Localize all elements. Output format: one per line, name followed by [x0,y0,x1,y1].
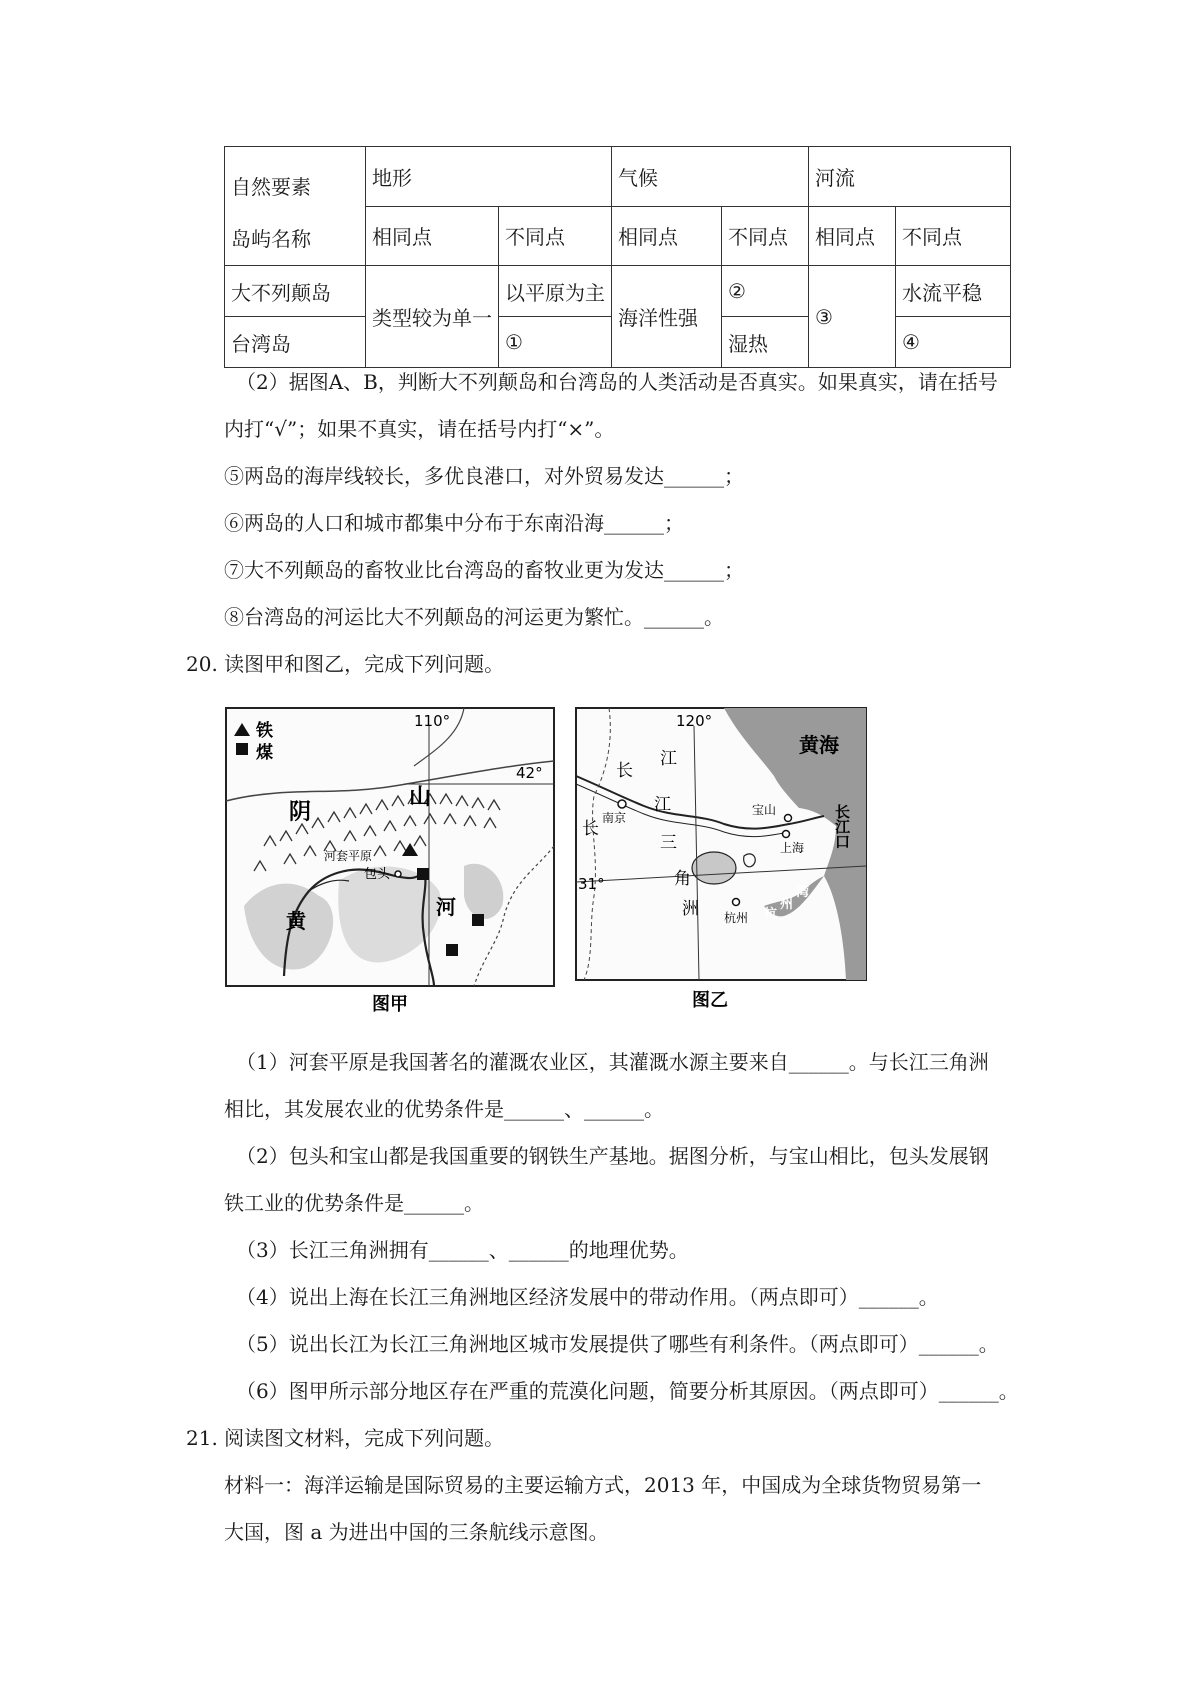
terrain-diff-cell: 以平原为主 [499,266,612,317]
island-comparison-table [224,146,1011,368]
jiang2-label: 江 [654,795,671,815]
terrain-diff-cell: ① [499,317,612,368]
baotou-label: 包头 [364,867,391,882]
coal-symbol [472,914,484,926]
nanjing-label: 南京 [602,811,627,825]
climate-diff-cell: ② [722,266,809,317]
q20-sub1-line1: （1）河套平原是我国著名的灌溉农业区，其灌溉水源主要来自______。与长江三角洲 [236,1050,989,1074]
river-diff-cell: ④ [896,317,1011,368]
q20-number: 20. [186,652,218,676]
hangzhouwan-char-2: 州 [780,897,794,912]
row-island-name: 台湾岛 [225,317,366,368]
baoshan-label: 宝山 [752,803,777,817]
map-jia [226,708,554,1015]
q20-stem-text: 读图甲和图乙，完成下列问题。 [224,652,505,676]
map-b-lon-label: 120° [676,712,713,730]
river-same-cell: ③ [809,266,896,368]
river-same-header: 相同点 [809,206,896,266]
hangzhou-label: 杭州 [724,911,749,925]
terrain-same-header: 相同点 [366,206,499,266]
baotou-city-dot [395,871,401,877]
q21-number: 21. [186,1426,218,1450]
col-terrain-header: 地形 [366,147,612,207]
q20-sub2-line2: 铁工业的优势条件是______。 [224,1191,484,1215]
terrain-diff-header: 不同点 [499,206,612,266]
corner-bottom-label: 岛屿名称 [231,227,311,251]
q20-sub5: （5）说出长江为长江三角洲地区城市发展提供了哪些有利条件。（两点即可）______。 [236,1332,999,1356]
q20-stem [186,652,504,676]
legend-coal-symbol [236,743,248,755]
col-river-header: 河流 [809,147,1011,207]
river-diff-cell: 水流平稳 [896,266,1011,317]
q20-sub4: （4）说出上海在长江三角洲地区经济发展中的带动作用。（两点即可）______。 [236,1285,939,1309]
q20-maps [224,706,874,1020]
q20-sub2-line1: （2）包头和宝山都是我国重要的钢铁生产基地。据图分析，与宝山相比，包头发展钢 [236,1144,989,1168]
hangzhou-dot [733,899,740,906]
changjiangkou-text: 长江口 [833,804,851,849]
coal-symbol [446,944,458,956]
zhou-label: 洲 [682,899,699,919]
row-island-name: 大不列颠岛 [225,266,366,317]
q19-2-item-8: ⑧台湾岛的河运比大不列颠岛的河运更为繁忙。______。 [224,605,724,629]
river-diff-header: 不同点 [896,206,1011,266]
taihu-lake [692,852,736,884]
legend-coal-label: 煤 [256,743,273,763]
map-b-lat-label: 31° [578,875,605,893]
hangzhouwan-char-3: 湾 [796,885,810,900]
chang1-label: 长 [616,761,633,781]
q21-material1-line2: 大国，图 a 为进出中国的三条航线示意图。 [224,1520,609,1544]
jiao-label: 角 [674,869,691,889]
climate-same-header: 相同点 [612,206,722,266]
table-row [225,266,1011,317]
chang2-label: 长 [582,819,599,839]
shanghai-dot [783,831,790,838]
baoshan-dot [785,815,792,822]
map-yi-caption: 图乙 [692,990,728,1011]
q20-sub3: （3）长江三角洲拥有______、______的地理优势。 [236,1238,689,1262]
huanghai-label: 黄海 [799,733,839,757]
q21-stem [186,1426,504,1450]
san-label: 三 [660,833,677,853]
yin-label: 阴 [289,800,312,825]
jiang1-label: 江 [660,749,677,769]
map-a-lat-label: 42° [516,764,543,782]
nanjing-dot [618,800,626,808]
table-header-row [225,147,1011,207]
q20-sub1-line2: 相比，其发展农业的优势条件是______、______。 [224,1097,664,1121]
changjiangkou-label [833,803,851,849]
map-jia-caption: 图甲 [372,994,408,1015]
q19-2-item-6: ⑥两岛的人口和城市都集中分布于东南沿海______； [224,511,684,535]
q19-2-stem-line1: （2）据图A、B，判断大不列颠岛和台湾岛的人类活动是否真实。如果真实，请在括号 [236,370,998,394]
climate-diff-header: 不同点 [722,206,809,266]
table-corner-cell [225,147,366,266]
col-climate-header: 气候 [612,147,809,207]
map-a-lon-label: 110° [414,712,451,730]
q19-2-item-5: ⑤两岛的海岸线较长，多优良港口，对外贸易发达______； [224,464,744,488]
coal-symbol [417,868,429,880]
q21-stem-text: 阅读图文材料，完成下列问题。 [224,1426,505,1450]
q21-material1-line1: 材料一：海洋运输是国际贸易的主要运输方式，2013 年，中国成为全球货物贸易第一 [224,1473,982,1497]
q20-map-figures [224,706,874,1016]
q19-2-item-7: ⑦大不列颠岛的畜牧业比台湾岛的畜牧业更为发达______； [224,558,744,582]
he-label: 河 [436,895,456,919]
map-yi [576,708,866,1011]
hangzhouwan-char-1: 杭 [764,907,778,922]
shanghai-label: 上海 [780,841,805,855]
hetao-label: 河套平原 [324,849,373,863]
corner-top-label: 自然要素 [231,175,311,199]
climate-same-cell: 海洋性强 [612,266,722,368]
huang-label: 黄 [286,909,306,933]
climate-diff-cell: 湿热 [722,317,809,368]
q20-sub6: （6）图甲所示部分地区存在严重的荒漠化问题，简要分析其原因。（两点即可）______。 [236,1379,1019,1403]
q19-2-stem-line2: 内打“√”；如果不真实，请在括号内打“×”。 [224,417,615,441]
terrain-same-cell: 类型较为单一 [366,266,499,368]
legend-iron-label: 铁 [256,721,273,741]
shan-label: 山 [409,785,432,810]
